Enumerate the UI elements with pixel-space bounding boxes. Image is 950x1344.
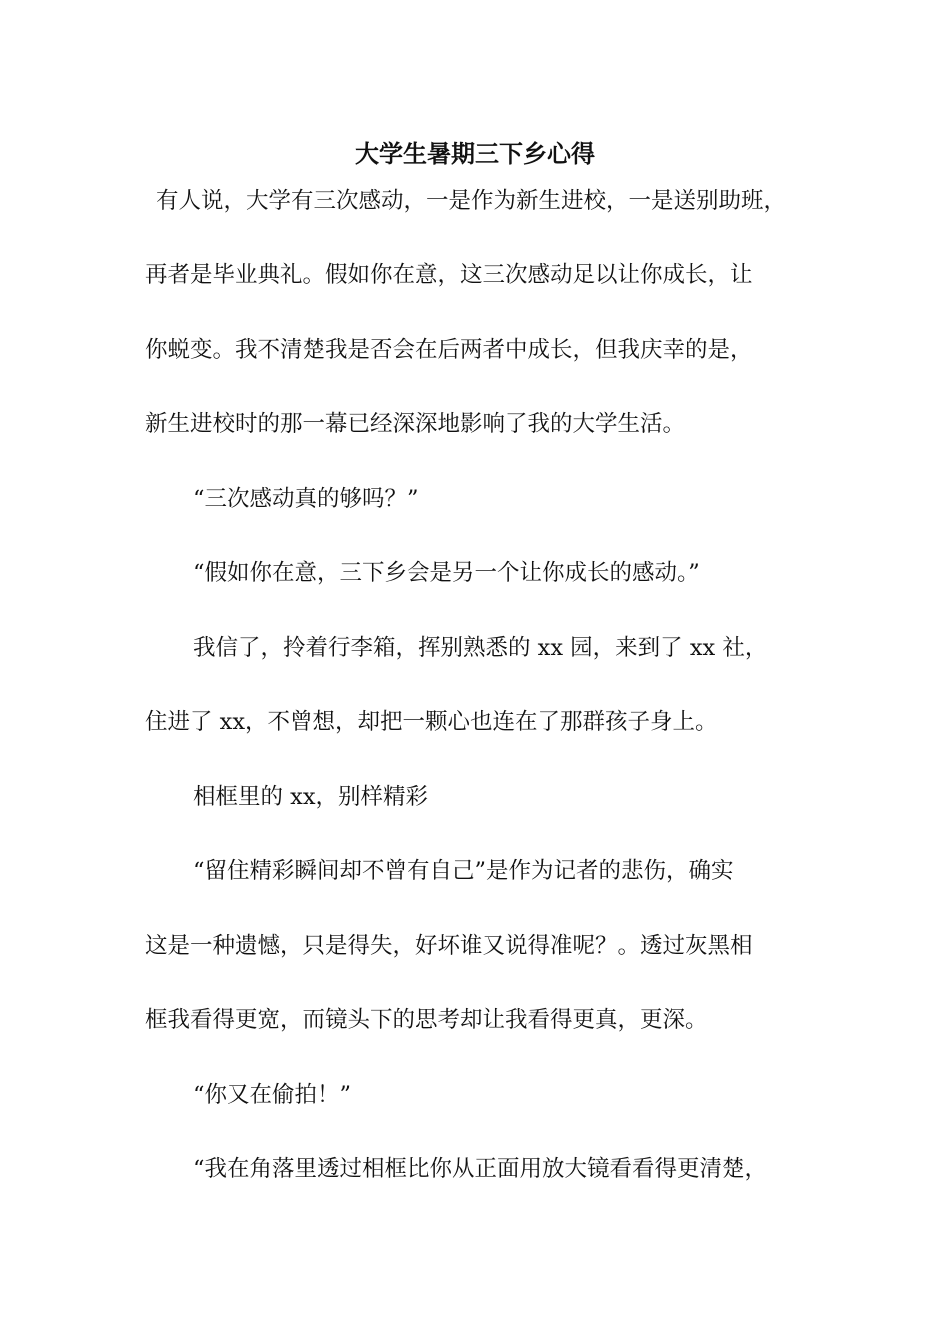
- text-line: 框我看得更宽，而镜头下的思考却让我看得更真，更深。: [145, 1007, 708, 1033]
- text-line: “留住精彩瞬间却不曾有自己”是作为记者的悲伤，确实: [193, 858, 734, 884]
- text-line: “你又在偷拍！”: [193, 1082, 352, 1108]
- text-line: “三次感动真的够吗？”: [193, 486, 419, 512]
- text-line: “我在角落里透过相框比你从正面用放大镜看看得更清楚，: [193, 1156, 768, 1182]
- text-line: “假如你在意，三下乡会是另一个让你成长的感动。”: [193, 560, 700, 586]
- text-line: 住进了 xx，不曾想，却把一颗心也连在了那群孩子身上。: [145, 709, 718, 735]
- text-line: 有人说，大学有三次感动，一是作为新生进校，一是送别助班，: [156, 188, 787, 214]
- text-line: 再者是毕业典礼。假如你在意，这三次感动足以让你成长，让: [145, 262, 753, 288]
- text-line: 你蜕变。我不清楚我是否会在后两者中成长，但我庆幸的是，: [145, 337, 753, 363]
- text-line: 新生进校时的那一幕已经深深地影响了我的大学生活。: [145, 411, 686, 437]
- document-title: 大学生暑期三下乡心得: [355, 139, 595, 168]
- text-line: 这是一种遗憾，只是得失，好坏谁又说得准呢？。透过灰黑相: [145, 933, 753, 959]
- text-line: 我信了，拎着行李箱，挥别熟悉的 xx 园，来到了 xx 社，: [193, 635, 768, 661]
- section-heading: 相框里的 xx，别样精彩: [193, 784, 429, 810]
